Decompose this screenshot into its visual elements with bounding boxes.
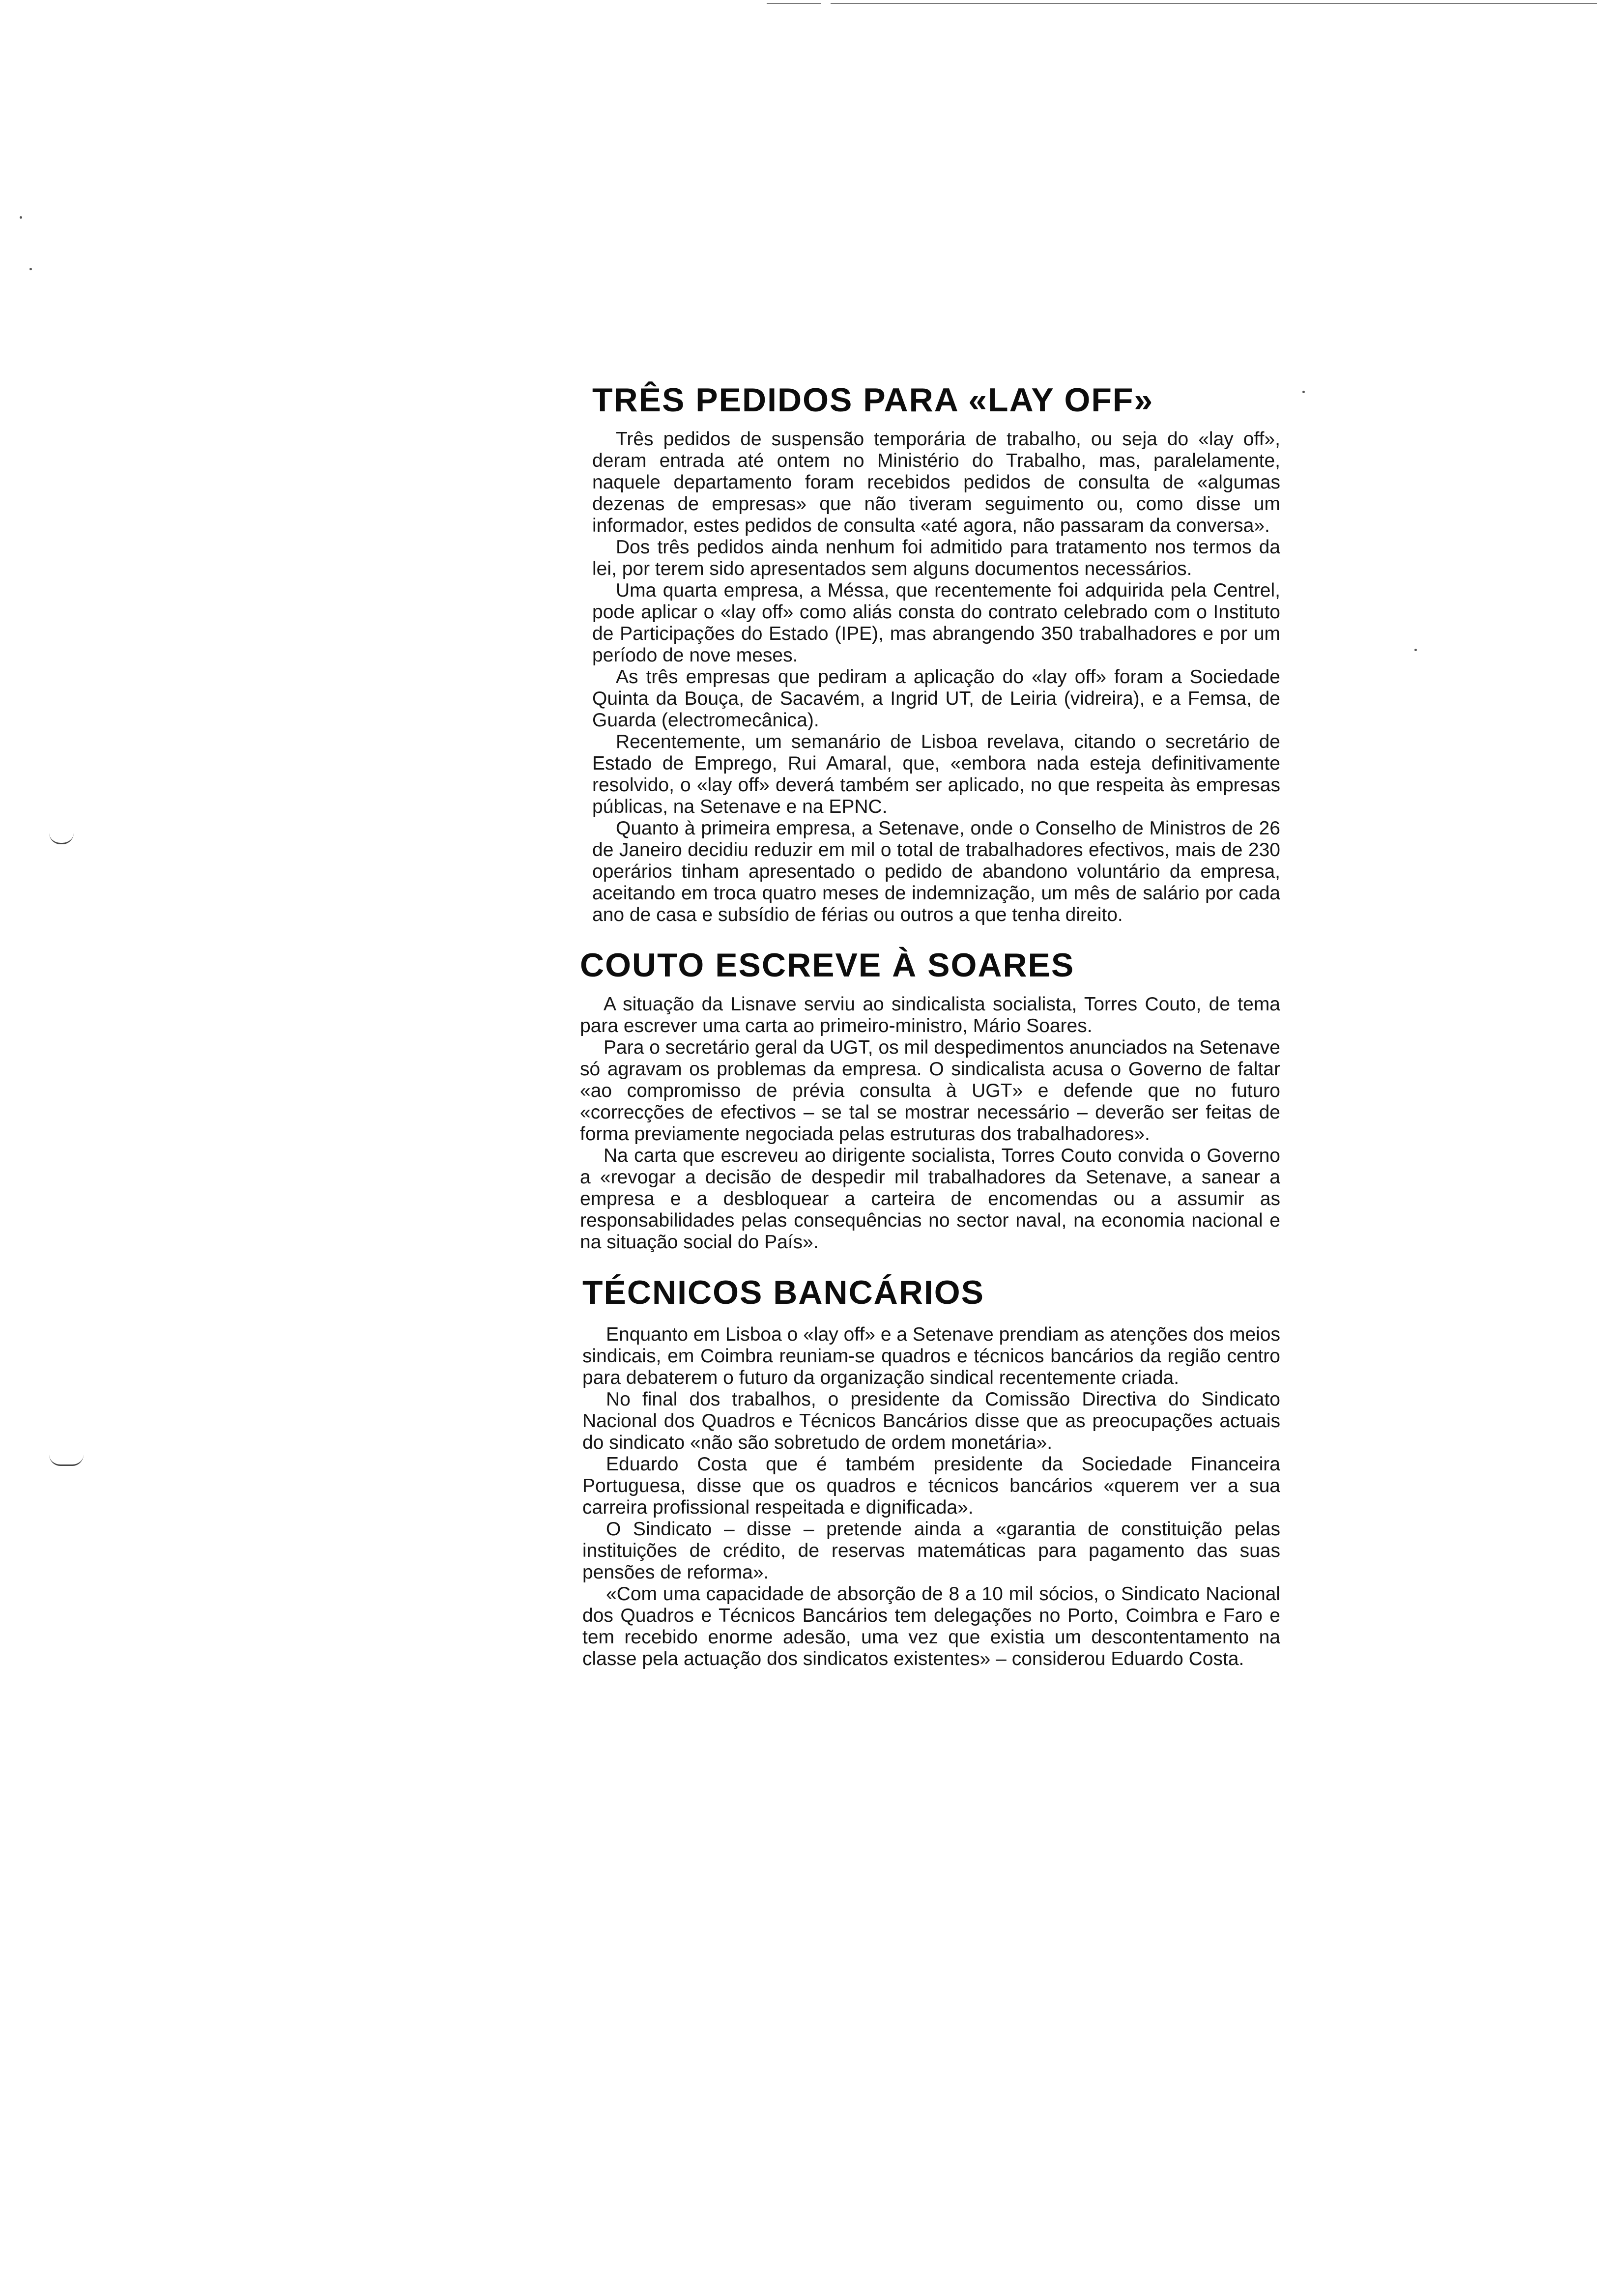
article-lay-off [592,383,1280,926]
scan-speck [20,216,22,219]
scan-edge-line [767,3,821,4]
article-paragraph: Uma quarta empresa, a Méssa, que recentemente foi adquirida pela Centrel, pode aplicar o «lay off» como aliás consta do contrato celebrado com o Instituto de Participações do Estado (IPE), mas abrangendo 350 trabalhadores e por um período de nove meses. [592,580,1280,666]
article-paragraph: As três empresas que pediram a aplicação do «lay off» foram a Sociedade Quinta da Bouça, de Sacavém, a Ingrid UT, de Leiria (vidreira), e a Femsa, de Guarda (electromecânica). [592,666,1280,731]
article-paragraph: Recentemente, um semanário de Lisboa revelava, citando o secretário de Estado de Emprego, Rui Amaral, que, «embora nada esteja definitivamente resolvido, o «lay off» deverá também ser aplicado, no que respeita às empresas públicas, na Setenave e na EPNC. [592,731,1280,817]
article-paragraph: Quanto à primeira empresa, a Setenave, onde o Conselho de Ministros de 26 de Janeiro decidiu reduzir em mil o total de trabalhadores efectivos, mais de 230 operários tinham apresentado o pedido de abandono voluntário da empresa, aceitando em troca quatro meses de indemnização, um mês de salário por cada ano de casa e subsídio de férias ou outros a que tenha direito. [592,818,1280,925]
article-paragraph: Para o secretário geral da UGT, os mil despedimentos anunciados na Setenave só agravam os problemas da empresa. O sindicalista acusa o Governo de faltar «ao compromisso de prévia consulta à UGT» e defende que no futuro «correcções de efectivos – se tal se mostrar necessário – deverão ser feitas de forma previamente negociada pelas estruturas dos trabalhadores». [580,1037,1280,1145]
scan-speck [1414,649,1417,651]
article-paragraph: O Sindicato – disse – pretende ainda a «garantia de constituição pelas instituições de crédito, de reservas matemáticas para pagamento das suas pensões de reforma». [582,1519,1280,1583]
article-couto-escreve [580,948,1280,1253]
article-headline: COUTO ESCREVE À SOARES [580,947,1075,984]
scan-speck [29,268,32,270]
newspaper-clipping [580,381,1280,1670]
article-paragraph: Na carta que escreveu ao dirigente socialista, Torres Couto convida o Governo a «revogar a decisão de despedir mil trabalhadores da Setenave, a sanear a empresa e a desbloquear a carteira de encomendas ou a assumir as responsabilidades pelas consequências no sector naval, na economia nacional e na situação social do País». [580,1145,1280,1253]
article-headline: TRÊS PEDIDOS PARA «LAY OFF» [592,381,1154,419]
article-paragraph: Dos três pedidos ainda nenhum foi admitido para tratamento nos termos da lei, por terem sido apresentados sem alguns documentos necessários. [592,537,1280,579]
article-paragraph: Eduardo Costa que é também presidente da Sociedade Financeira Portuguesa, disse que os quadros e técnicos bancários «querem ver a sua carreira profissional respeitada e dignificada». [582,1454,1280,1518]
article-paragraph: No final dos trabalhos, o presidente da Comissão Directiva do Sindicato Nacional dos Quadros e Técnicos Bancários disse que as preocupações actuais do sindicato «não são sobretudo de ordem monetária». [582,1389,1280,1453]
article-paragraph: A situação da Lisnave serviu ao sindicalista socialista, Torres Couto, de tema para escrever uma carta ao primeiro-ministro, Mário Soares. [580,994,1280,1036]
margin-ink-mark [49,833,74,844]
scan-edge-line [831,3,1597,4]
margin-ink-mark [49,1455,84,1466]
article-tecnicos-bancarios [582,1276,1280,1670]
article-paragraph: «Com uma capacidade de absorção de 8 a 10 mil sócios, o Sindicato Nacional dos Quadros e Técnicos Bancários tem delegações no Porto, Coimbra e Faro e tem recebido enorme adesão, uma vez que existia um descontentamento na classe pela actuação dos sindicatos existentes» – considerou Eduardo Costa. [582,1583,1280,1669]
scan-speck [1302,391,1305,393]
article-headline: TÉCNICOS BANCÁRIOS [582,1274,985,1311]
article-paragraph: Enquanto em Lisboa o «lay off» e a Setenave prendiam as atenções dos meios sindicais, em Coimbra reuniam-se quadros e técnicos bancários da região centro para debaterem o futuro da organização sindical recentemente criada. [582,1324,1280,1388]
article-paragraph: Três pedidos de suspensão temporária de trabalho, ou seja do «lay off», deram entrada até ontem no Ministério do Trabalho, mas, paralelamente, naquele departamento foram recebidos pedidos de consulta de «algumas dezenas de empresas» que não tiveram seguimento ou, como disse um informador, estes pedidos de consulta «até agora, não passaram da conversa». [592,429,1280,536]
